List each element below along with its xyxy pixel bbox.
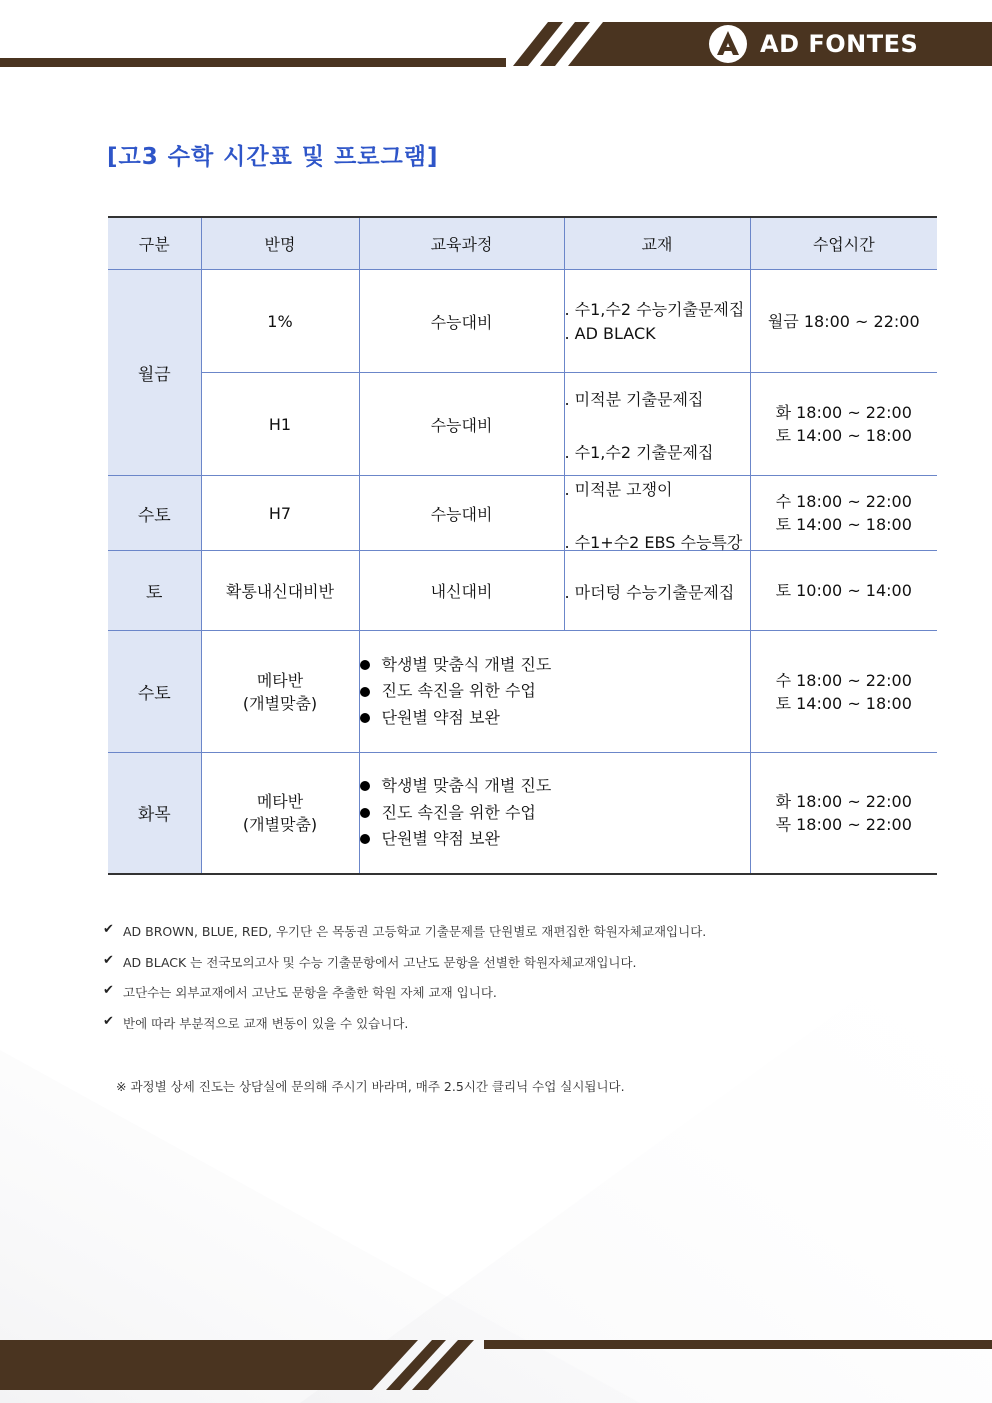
textbook-item: . 마더텅 수능기출문제집 bbox=[564, 583, 735, 602]
program-item-text: 진도 속진을 위한 수업 bbox=[381, 681, 536, 701]
class-name-line: 메타반 bbox=[256, 791, 304, 811]
schedule-time-cell bbox=[750, 476, 937, 551]
notes-list bbox=[103, 922, 706, 1044]
category-cell: 토 bbox=[108, 551, 201, 631]
bullet-icon bbox=[360, 808, 370, 818]
note-text: 반에 따라 부분적으로 교재 변동이 있을 수 있습니다. bbox=[123, 1015, 409, 1031]
schedule-time-cell bbox=[750, 551, 937, 631]
program-item-text: 진도 속진을 위한 수업 bbox=[381, 802, 536, 822]
note-item bbox=[103, 922, 706, 953]
bullet-icon bbox=[360, 834, 370, 844]
time-slot: 목 18:00 ~ 22:00 bbox=[775, 814, 912, 834]
time-slot: 수 18:00 ~ 22:00 bbox=[775, 492, 912, 511]
class-name-cell: H1 bbox=[201, 373, 359, 476]
note-text: AD BROWN, BLUE, RED, 우기단 은 목동권 고등학교 기출문제를 단원별로 재편집한 학원자체교재입니다. bbox=[123, 924, 707, 939]
time-slot: 화 18:00 ~ 22:00 bbox=[775, 403, 912, 422]
textbook-item: . 수1,수2 수능기출문제집 bbox=[564, 300, 745, 319]
class-name-line: (개별맞춤) bbox=[242, 814, 318, 834]
class-name-line: 메타반 bbox=[256, 670, 304, 690]
time-slot: 화 18:00 ~ 22:00 bbox=[775, 791, 912, 811]
schedule-time-cell bbox=[750, 631, 937, 753]
table-row bbox=[108, 631, 937, 753]
time-slot: 토 10:00 ~ 14:00 bbox=[775, 581, 912, 600]
class-name-cell: H7 bbox=[201, 476, 359, 551]
column-header: 구분 bbox=[108, 217, 201, 270]
textbook-item: . 수1,수2 기출문제집 bbox=[564, 443, 714, 462]
note-item bbox=[103, 953, 706, 984]
class-name-cell bbox=[201, 631, 359, 753]
category-cell: 월금 bbox=[108, 270, 201, 476]
brand-name: AD FONTES bbox=[760, 30, 919, 58]
ad-fontes-logo-icon bbox=[708, 24, 748, 64]
time-slot: 토 14:00 ~ 18:00 bbox=[775, 693, 912, 713]
schedule-time-cell bbox=[750, 753, 937, 874]
note-item bbox=[103, 983, 706, 1014]
bullet-icon bbox=[360, 660, 370, 670]
note-text: 고단수는 외부교재에서 고난도 문항을 추출한 학원 자체 교재 입니다. bbox=[123, 985, 497, 1000]
schedule-time-cell bbox=[750, 270, 937, 373]
time-slot: 월금 18:00 ~ 22:00 bbox=[767, 311, 920, 331]
class-name-cell: 1% bbox=[201, 270, 359, 373]
table-row bbox=[108, 476, 937, 551]
category-cell: 수토 bbox=[108, 631, 201, 753]
program-item-text: 단원별 약점 보완 bbox=[381, 707, 500, 727]
program-item bbox=[360, 773, 750, 800]
category-cell: 수토 bbox=[108, 476, 201, 551]
check-mark-icon: ✔ bbox=[103, 983, 114, 998]
program-item bbox=[360, 652, 750, 679]
program-cell bbox=[359, 631, 750, 753]
textbook-item: . 수1+수2 EBS 수능특강 bbox=[564, 533, 743, 552]
textbook-cell bbox=[564, 476, 750, 551]
time-slot: 토 14:00 ~ 18:00 bbox=[775, 426, 912, 445]
textbook-item: . 미적분 기출문제집 bbox=[564, 390, 704, 409]
bullet-icon bbox=[360, 687, 370, 697]
program-item bbox=[360, 705, 750, 732]
textbook-item: . 미적분 고쟁이 bbox=[564, 480, 673, 499]
program-item-text: 학생별 맞춤식 개별 진도 bbox=[381, 776, 552, 795]
textbook-cell bbox=[564, 373, 750, 476]
program-cell bbox=[359, 753, 750, 874]
class-name-line: (개별맞춤) bbox=[242, 693, 318, 713]
schedule-time-cell bbox=[750, 373, 937, 476]
textbook-item: . AD BLACK bbox=[564, 324, 656, 343]
check-mark-icon: ✔ bbox=[103, 1013, 114, 1029]
check-mark-icon: ✔ bbox=[103, 952, 114, 968]
column-header: 교육과정 bbox=[359, 217, 564, 270]
column-header: 수업시간 bbox=[750, 217, 937, 270]
column-header: 반명 bbox=[201, 217, 359, 270]
textbook-cell bbox=[564, 551, 750, 631]
bullet-icon bbox=[360, 713, 370, 723]
textbook-cell bbox=[564, 270, 750, 373]
program-item-text: 학생별 맞춤식 개별 진도 bbox=[381, 654, 552, 674]
table-row bbox=[108, 270, 937, 373]
program-item-text: 단원별 약점 보완 bbox=[381, 829, 500, 848]
check-mark-icon: ✔ bbox=[103, 922, 114, 937]
column-header: 교재 bbox=[564, 217, 750, 270]
schedule-table bbox=[108, 216, 937, 875]
table-row bbox=[108, 373, 937, 476]
page-title: [고3 수학 시간표 및 프로그램] bbox=[107, 144, 439, 170]
program-item bbox=[360, 826, 750, 853]
note-item bbox=[103, 1014, 706, 1045]
program-item bbox=[360, 678, 750, 705]
time-slot: 수 18:00 ~ 22:00 bbox=[775, 670, 912, 690]
category-cell: 화목 bbox=[108, 753, 201, 874]
note-text: AD BLACK 는 전국모의고사 및 수능 기출문항에서 고난도 문항을 선별한 학원자체교재입니다. bbox=[123, 954, 637, 970]
time-slot: 토 14:00 ~ 18:00 bbox=[775, 515, 912, 534]
course-cell: 수능대비 bbox=[359, 476, 564, 551]
footnote: ※ 과정별 상세 진도는 상담실에 문의해 주시기 바라며, 매주 2.5시간 클리닉 수업 실시됩니다. bbox=[116, 1079, 625, 1094]
bullet-icon bbox=[360, 781, 370, 791]
class-name-cell: 확통내신대비반 bbox=[201, 551, 359, 631]
course-cell: 수능대비 bbox=[359, 270, 564, 373]
table-row bbox=[108, 753, 937, 874]
brand-logo bbox=[708, 24, 918, 64]
table-row bbox=[108, 551, 937, 631]
program-item bbox=[360, 800, 750, 827]
course-cell: 내신대비 bbox=[359, 551, 564, 631]
table-header-row bbox=[108, 217, 937, 270]
class-name-cell bbox=[201, 753, 359, 874]
course-cell: 수능대비 bbox=[359, 373, 564, 476]
